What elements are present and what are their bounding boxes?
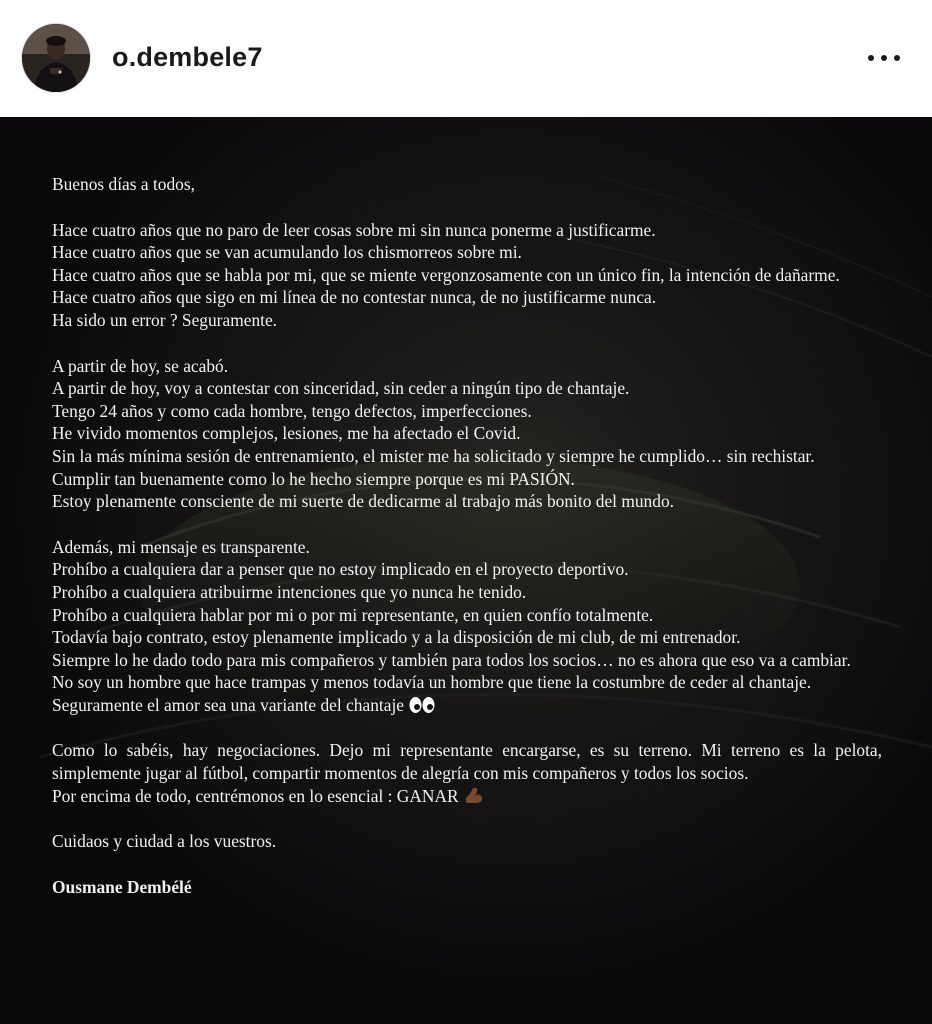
letter-line: Además, mi mensaje es transparente. xyxy=(52,536,310,557)
paragraph-gap xyxy=(52,853,882,876)
letter-line: Prohíbo a cualquiera hablar por mi o por mi representante, en quien confío totalmente. xyxy=(52,604,654,625)
paragraph-gap xyxy=(52,332,882,355)
letter-line: Hace cuatro años que sigo en mi línea de no contestar nunca, de no justificarme nunca. xyxy=(52,287,657,308)
letter-line: Hace cuatro años que no paro de leer cosas sobre mi sin nunca ponerme a justificarme. xyxy=(52,219,656,240)
letter-line: Hace cuatro años que se van acumulando los chismorreos sobre mi. xyxy=(52,242,522,263)
letter-line: Tengo 24 años y como cada hombre, tengo defectos, imperfecciones. xyxy=(52,400,532,421)
letter-line: Como lo sabéis, hay negociaciones. Dejo mi representante encargarse, es su terreno. Mi terreno es la pelota, simplemente jugar al fútbol, compartir momentos de alegría con mis compañeros y todos los socios. xyxy=(52,740,882,784)
closing-line: Cuidaos y ciudad a los vuestros. xyxy=(52,831,277,852)
letter-text xyxy=(52,173,882,898)
post-header xyxy=(0,0,932,117)
letter-line: A partir de hoy, se acabó. xyxy=(52,355,229,376)
paragraph-gap xyxy=(52,196,882,219)
letter-line-with-emoji xyxy=(52,694,882,717)
paragraph-gap xyxy=(52,716,882,739)
greeting: Buenos días a todos, xyxy=(52,174,195,194)
letter-line: A partir de hoy, voy a contestar con sinceridad, sin ceder a ningún tipo de chantaje. xyxy=(52,378,630,399)
flexed-biceps-icon xyxy=(463,785,485,805)
more-options-icon xyxy=(868,55,874,61)
letter-line-with-emoji xyxy=(52,785,882,808)
letter-line: Todavía bajo contrato, estoy plenamente implicado y a la disposición de mi club, de mi entrenador. xyxy=(52,627,741,648)
letter-line: Ha sido un error ? Seguramente. xyxy=(52,309,278,330)
profile-photo-icon xyxy=(22,24,90,92)
letter-line: Hace cuatro años que se habla por mi, que se miente vergonzosamente con un único fin, la intención de dañarme. xyxy=(52,264,840,285)
letter-line: Por encima de todo, centrémonos en lo esencial : GANAR xyxy=(52,785,459,806)
letter-line: Cumplir tan buenamente como lo he hecho siempre porque es mi PASIÓN. xyxy=(52,468,575,489)
signature: Ousmane Dembélé xyxy=(52,876,192,897)
eyes-icon xyxy=(408,696,436,714)
more-options-icon-dot xyxy=(881,55,887,61)
letter-line: He vivido momentos complejos, lesiones, me ha afectado el Covid. xyxy=(52,423,521,444)
letter-line: Seguramente el amor sea una variante del chantaje xyxy=(52,694,404,715)
paragraph-gap xyxy=(52,513,882,536)
letter-line: Prohíbo a cualquiera atribuirme intenciones que yo nunca he tenido. xyxy=(52,581,527,602)
more-options-icon-dot xyxy=(894,55,900,61)
username[interactable]: o.dembele7 xyxy=(112,42,263,72)
letter-line: Sin la más mínima sesión de entrenamiento, el mister me ha solicitado y siempre he cumplido… sin rechistar. xyxy=(52,445,815,466)
paragraph-gap xyxy=(52,807,882,830)
letter-line: Estoy plenamente consciente de mi suerte de dedicarme al trabajo más bonito del mundo. xyxy=(52,491,674,512)
more-options-button[interactable] xyxy=(862,44,906,72)
letter-line: No soy un hombre que hace trampas y menos todavía un hombre que tiene la costumbre de ceder al chantaje. xyxy=(52,672,812,693)
letter-line: Siempre lo he dado todo para mis compañeros y también para todos los socios… no es ahora que eso va a cambiar. xyxy=(52,649,851,670)
post-image[interactable] xyxy=(0,117,932,1024)
avatar[interactable] xyxy=(22,24,90,92)
letter-line: Prohíbo a cualquiera dar a penser que no estoy implicado en el proyecto deportivo. xyxy=(52,559,629,580)
